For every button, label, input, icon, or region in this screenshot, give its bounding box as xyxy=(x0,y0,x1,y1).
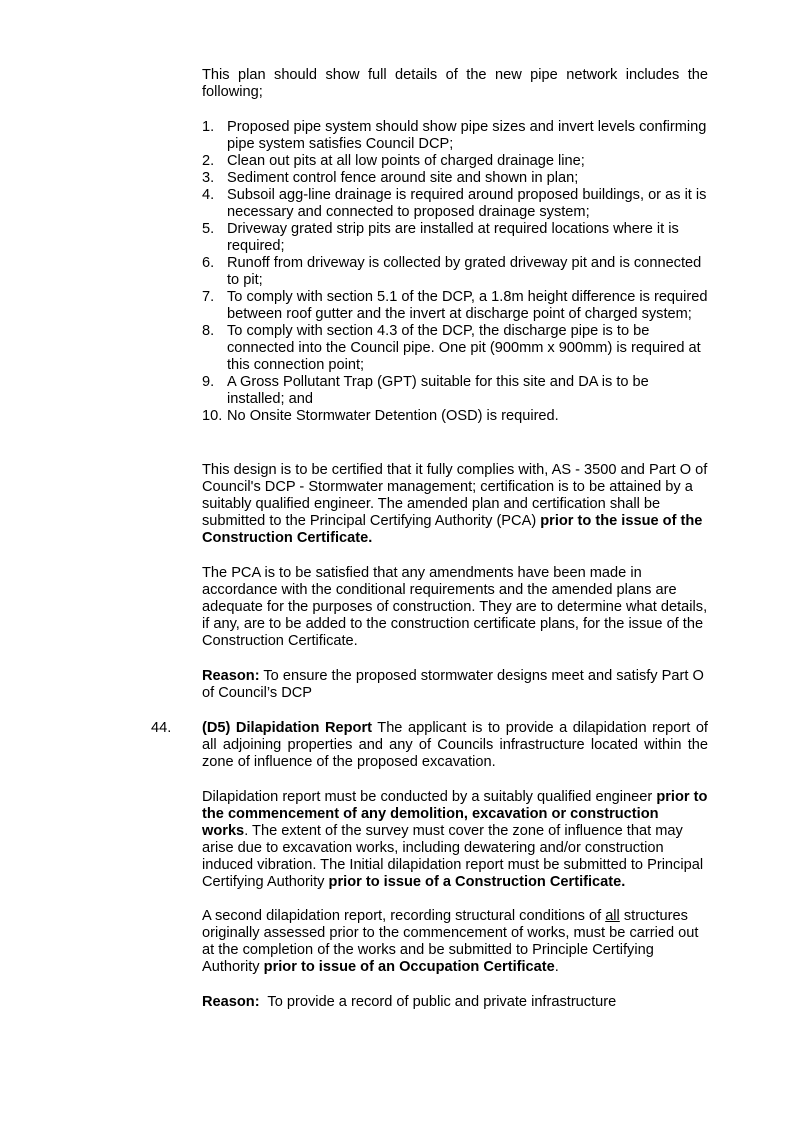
list-item-text: Subsoil agg-line drainage is required around proposed buildings, or as it is necessary and connected to proposed drainage system; xyxy=(227,187,707,220)
list-item-text: Driveway grated strip pits are installed at required locations where it is required; xyxy=(227,221,679,254)
list-item-number: 9. xyxy=(202,374,215,390)
list-item xyxy=(202,221,708,255)
pca-paragraph: The PCA is to be satisfied that any amendments have been made in accordance with the conditional requirements and the amended plans are adequate for the purposes of construction. They are to determine what details, if any, are to be added to the construction certificate plans, for the issue of the Construction Certificate. xyxy=(202,565,708,649)
list-item-text: To comply with section 5.1 of the DCP, a 1.8m height difference is required between roof gutter and the invert at discharge point of charged system; xyxy=(227,289,708,322)
intro-paragraph: This plan should show full details of the new pipe network includes the following; xyxy=(202,67,708,100)
list-item-number: 3. xyxy=(202,170,215,186)
dilapidation-timing: prior to the commencement of any demolition, excavation or construction works xyxy=(202,789,708,839)
list-item xyxy=(202,255,708,289)
list-item-number: 10. xyxy=(202,408,223,424)
list-item-number: 5. xyxy=(202,221,215,237)
list-item-number: 7. xyxy=(202,289,215,305)
reason-label-2: Reason: xyxy=(202,994,260,1010)
list-item-text: Proposed pipe system should show pipe sizes and invert levels confirming pipe system satisfies Council DCP; xyxy=(227,119,707,152)
list-item xyxy=(202,119,708,153)
list-item-text: Sediment control fence around site and shown in plan; xyxy=(227,170,579,186)
reason-text: To ensure the proposed stormwater designs meet and satisfy Part O of Council’s DCP xyxy=(202,668,704,701)
second-report-period: . xyxy=(554,959,559,975)
reason-label: Reason: xyxy=(202,668,260,684)
list-item xyxy=(202,170,708,187)
second-report-text: A second dilapidation report, recording structural conditions of xyxy=(202,908,606,924)
clause-title: (D5) Dilapidation Report xyxy=(202,720,372,736)
certification-deadline: prior to the issue of the Construction Certificate. xyxy=(202,513,703,546)
dilapidation-text: Dilapidation report must be conducted by a suitably qualified engineer xyxy=(202,789,657,805)
list-item xyxy=(202,153,708,170)
list-item xyxy=(202,374,708,408)
list-item xyxy=(202,289,708,323)
list-item-number: 8. xyxy=(202,323,215,339)
emphasis-all: all xyxy=(605,908,620,924)
second-report-paragraph xyxy=(202,908,708,976)
list-item-text: No Onsite Stormwater Detention (OSD) is required. xyxy=(227,408,559,424)
list-item-number: 6. xyxy=(202,255,215,271)
clause-text: The applicant is to provide a dilapidation report of all adjoining properties and any of Councils infrastructure located within the zone of influence of the proposed excavation. xyxy=(202,720,708,770)
requirements-list xyxy=(202,119,708,425)
clause-44-paragraph xyxy=(202,720,708,771)
list-item-text: To comply with section 4.3 of the DCP, the discharge pipe is to be connected into the Council pipe. One pit (900mm x 900mm) is required at this connection point; xyxy=(227,323,701,373)
list-item-number: 4. xyxy=(202,187,215,203)
second-report-text-continued: structures originally assessed prior to the commencement of works, must be carried out at the completion of the works and be submitted to Principle Certifying Authority xyxy=(202,908,699,975)
list-item-text: Runoff from driveway is collected by grated driveway pit and is connected to pit; xyxy=(227,255,702,288)
second-report-deadline: prior to issue of an Occupation Certificate xyxy=(263,959,555,975)
reason-text-2: To provide a record of public and private infrastructure xyxy=(259,994,617,1010)
dilapidation-paragraph xyxy=(202,789,708,891)
list-item-text: Clean out pits at all low points of charged drainage line; xyxy=(227,153,585,169)
certification-text: This design is to be certified that it fully complies with, AS - 3500 and Part O of Council's DCP - Stormwater management; certification is to be attained by a suitably qualified engineer. The amended plan and certification shall be submitted to the Principal Certifying Authority (PCA) xyxy=(202,462,708,529)
list-item xyxy=(202,408,708,425)
reason-paragraph xyxy=(202,668,708,702)
list-item xyxy=(202,323,708,374)
dilapidation-deadline: prior to issue of a Construction Certificate. xyxy=(328,874,626,890)
list-item-number: 2. xyxy=(202,153,215,169)
list-item xyxy=(202,187,708,221)
clause-number: 44. xyxy=(151,720,172,736)
certification-paragraph xyxy=(202,462,708,547)
list-item-number: 1. xyxy=(202,119,215,135)
dilapidation-text-continued: . The extent of the survey must cover the zone of influence that may arise due to excavation works, including dewatering and/or construction induced vibration. The Initial dilapidation report must be submitted to Principal Certifying Authority xyxy=(202,823,704,890)
reason-paragraph-2 xyxy=(202,994,708,1011)
list-item-text: A Gross Pollutant Trap (GPT) suitable for this site and DA is to be installed; and xyxy=(227,374,649,407)
